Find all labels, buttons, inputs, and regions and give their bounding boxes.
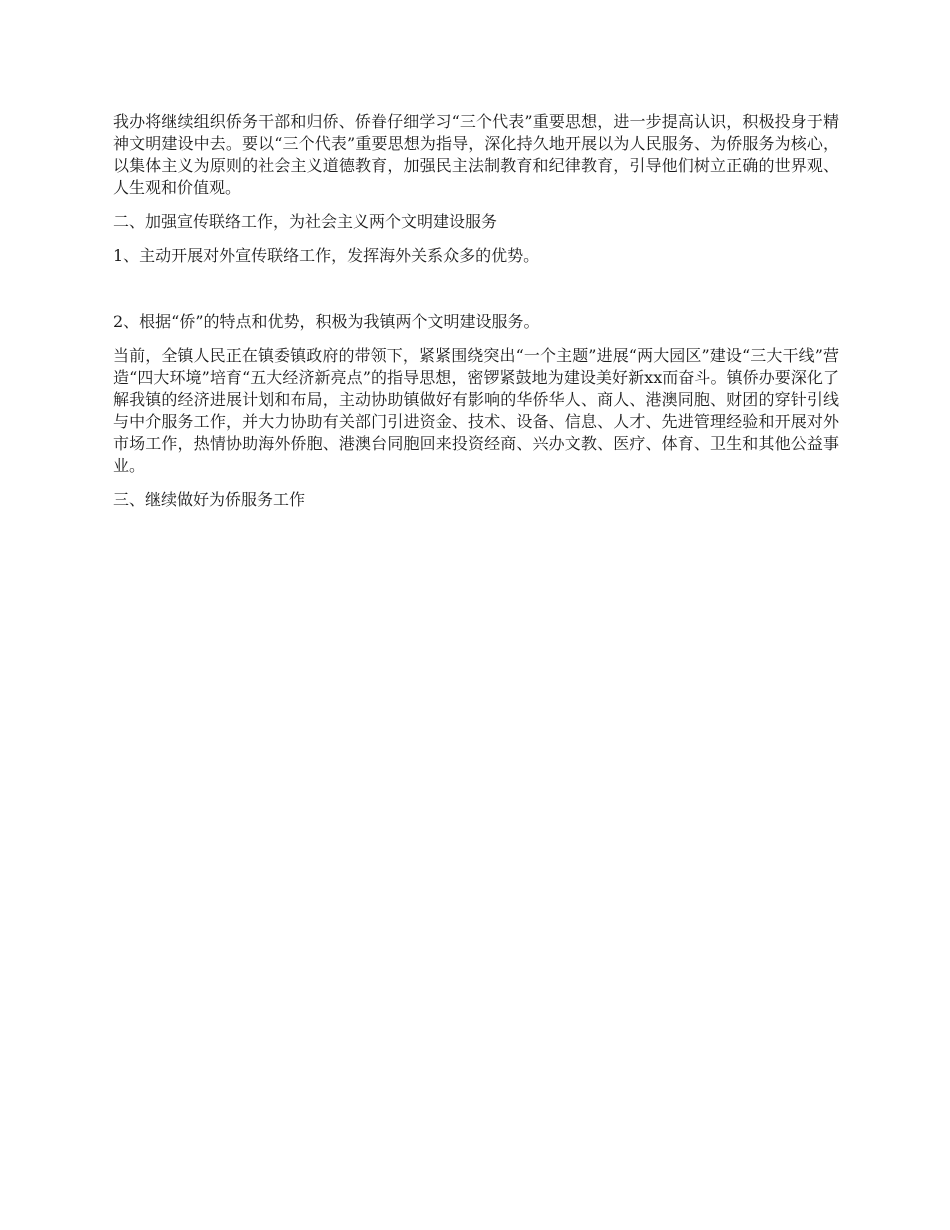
paragraph-current-situation: 当前，全镇人民正在镇委镇政府的带领下，紧紧围绕突出“一个主题”进展“两大园区”建设“三大干线”营造“四大环境”培育“五大经济新亮点”的指导思想，密锣紧鼓地为建设美好新xx而奋斗。镇侨办要深化了解我镇的经济进展计划和布局，主动协助镇做好有影响的华侨华人、商人、港澳同胞、财团的穿针引线与中介服务工作，并大力协助有关部门引进资金、技术、设备、信息、人才、先进管理经验和开展对外市场工作，热情协助海外侨胞、港澳台同胞回来投资经商、兴办文教、医疗、体育、卫生和其他公益事业。 bbox=[113, 346, 839, 475]
section-heading-publicity: 二、加强宣传联络工作，为社会主义两个文明建设服务 bbox=[113, 212, 498, 231]
list-item-1: 1、主动开展对外宣传联络工作，发挥海外关系众多的优势。 bbox=[113, 246, 540, 265]
paragraph-study-theory: 我办将继续组织侨务干部和归侨、侨眷仔细学习“三个代表”重要思想，进一步提高认识，积极投身于精神文明建设中去。要以“三个代表”重要思想为指导，深化持久地开展以为人民服务、为侨服务为核心，以集体主义为原则的社会主义道德教育，加强民主法制教育和纪律教育，引导他们树立正确的世界观、人生观和价值观。 bbox=[113, 112, 839, 197]
list-item-2: 2、根据“侨”的特点和优势，积极为我镇两个文明建设服务。 bbox=[113, 312, 540, 331]
section-heading-service: 三、继续做好为侨服务工作 bbox=[113, 490, 306, 509]
blank-spacer bbox=[113, 279, 839, 311]
document-body bbox=[113, 111, 839, 523]
